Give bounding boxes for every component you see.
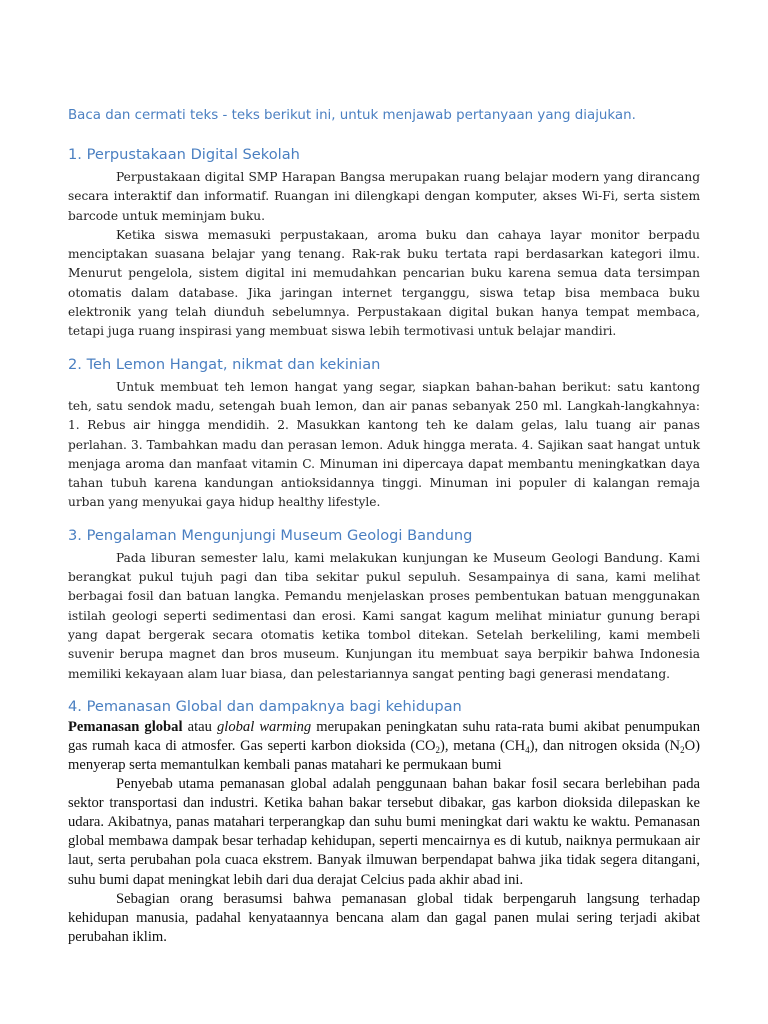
section-title: 1. Perpustakaan Digital Sekolah (68, 146, 300, 163)
section-geology-museum (68, 525, 700, 684)
paragraph: Ketika siswa memasuki perpustakaan, aroma buku dan cahaya layar monitor berpadu menciptakan suasana belajar yang tenang. Rak-rak buku tertata rapi berdasarkan kategori ilmu. Menurut pengelola, sistem digital ini memudahkan pencarian buku karena semua data tersimpan otomatis dalam database. Jika jaringan internet terganggu, siswa tetap bisa membaca buku elektronik yang telah diunduh sebelumnya. Perpustakaan digital bukan hanya tempat membaca, tetapi juga ruang inspirasi yang membuat siswa lebih termotivasi untuk belajar mandiri. (68, 227, 700, 339)
section-title: 2. Teh Lemon Hangat, nikmat dan kekinian (68, 355, 381, 373)
section-digital-library (68, 144, 700, 342)
document-page (68, 106, 700, 959)
section-title: 4. Pemanasan Global dan dampaknya bagi kehidupan (68, 697, 462, 715)
paragraph: Sebagian orang berasumsi bahwa pemanasan global tidak berpengaruh langsung terhadap kehidupan manusia, padahal kenyataannya bencana alam dan gagal panen mulai sering terjadi akibat perubahan iklim. (68, 890, 700, 945)
paragraph: Pada liburan semester lalu, kami melakukan kunjungan ke Museum Geologi Bandung. Kami berangkat pukul tujuh pagi dan tiba sekitar pukul sepuluh. Sesampainya di sana, kami melihat berbagai fosil dan batuan langka. Pemandu menjelaskan proses pembentukan batuan menggunakan istilah geologi seperti sedimentasi dan erosi. Kami sangat kagum melihat miniatur gunung berapi yang dapat bergerak secara otomatis ketika tombol ditekan. Setelah berkeliling, kami membeli suvenir berupa magnet dan bros museum. Kunjungan itu membuat saya berpikir bahwa Indonesia memiliki kekayaan alam luar biasa, dan pelestariannya sangat penting bagi generasi mendatang. (68, 550, 700, 681)
section-global-warming (68, 696, 700, 947)
paragraph: Penyebab utama pemanasan global adalah penggunaan bahan bakar fosil secara berlebihan pada sektor transportasi dan industri. Ketika bahan bakar tersebut dibakar, gas karbon dioksida dilepaskan ke udara. Akibatnya, panas matahari terperangkap dan suhu bumi meningkat dari waktu ke waktu. Pemanasan global membawa dampak besar terhadap kehidupan, seperti mencairnya es di kutub, naiknya permukaan air laut, serta perubahan pola cuaca ekstrem. Banyak ilmuwan berpendapat bahwa jika tidak segera ditangani, suhu bumi dapat meningkat lebih dari dua derajat Celcius pada akhir abad ini. (68, 776, 700, 888)
instruction-heading: Baca dan cermati teks - teks berikut ini, untuk menjawab pertanyaan yang diajukan. (68, 108, 636, 123)
paragraph: Perpustakaan digital SMP Harapan Bangsa merupakan ruang belajar modern yang dirancang secara interaktif dan informatif. Ruangan ini dilengkapi dengan komputer, akses Wi-Fi, serta sistem barcode untuk meminjam buku. (68, 170, 700, 223)
term-bold: Pemanasan global (68, 718, 183, 735)
intro-paragraph: Pemanasan global atau global warming merupakan peningkatan suhu rata-rata bumi akibat penumpukan gas rumah kaca di atmosfer. Gas seperti karbon dioksida $(CO_2)$, metana $(CH_4)$, dan nitrogen oksida $(N_2O)$ menyerap serta memantulkan kembali panas matahari ke permukaan bumi (68, 718, 701, 774)
section-title: 3. Pengalaman Mengunjungi Museum Geologi Bandung (68, 526, 473, 544)
term-italic: global warming (216, 718, 312, 735)
section-lemon-tea (68, 354, 700, 513)
paragraph: Untuk membuat teh lemon hangat yang segar, siapkan bahan-bahan berikut: satu kantong teh, satu sendok madu, setengah buah lemon, dan air panas sebanyak 250 ml. Langkah-langkahnya: 1. Rebus air hingga mendidih. 2. Masukkan kantong teh ke dalam gelas, lalu tuang air panas perlahan. 3. Tambahkan madu dan perasan lemon. Aduk hingga merata. 4. Sajikan saat hangat untuk menjaga aroma dan manfaat vitamin C. Minuman ini dipercaya dapat membantu meningkatkan daya tahan tubuh karena kandungan antioksidannya tinggi. Minuman ini populer di kalangan remaja urban yang menyukai gaya hidup healthy lifestyle. (68, 379, 700, 510)
